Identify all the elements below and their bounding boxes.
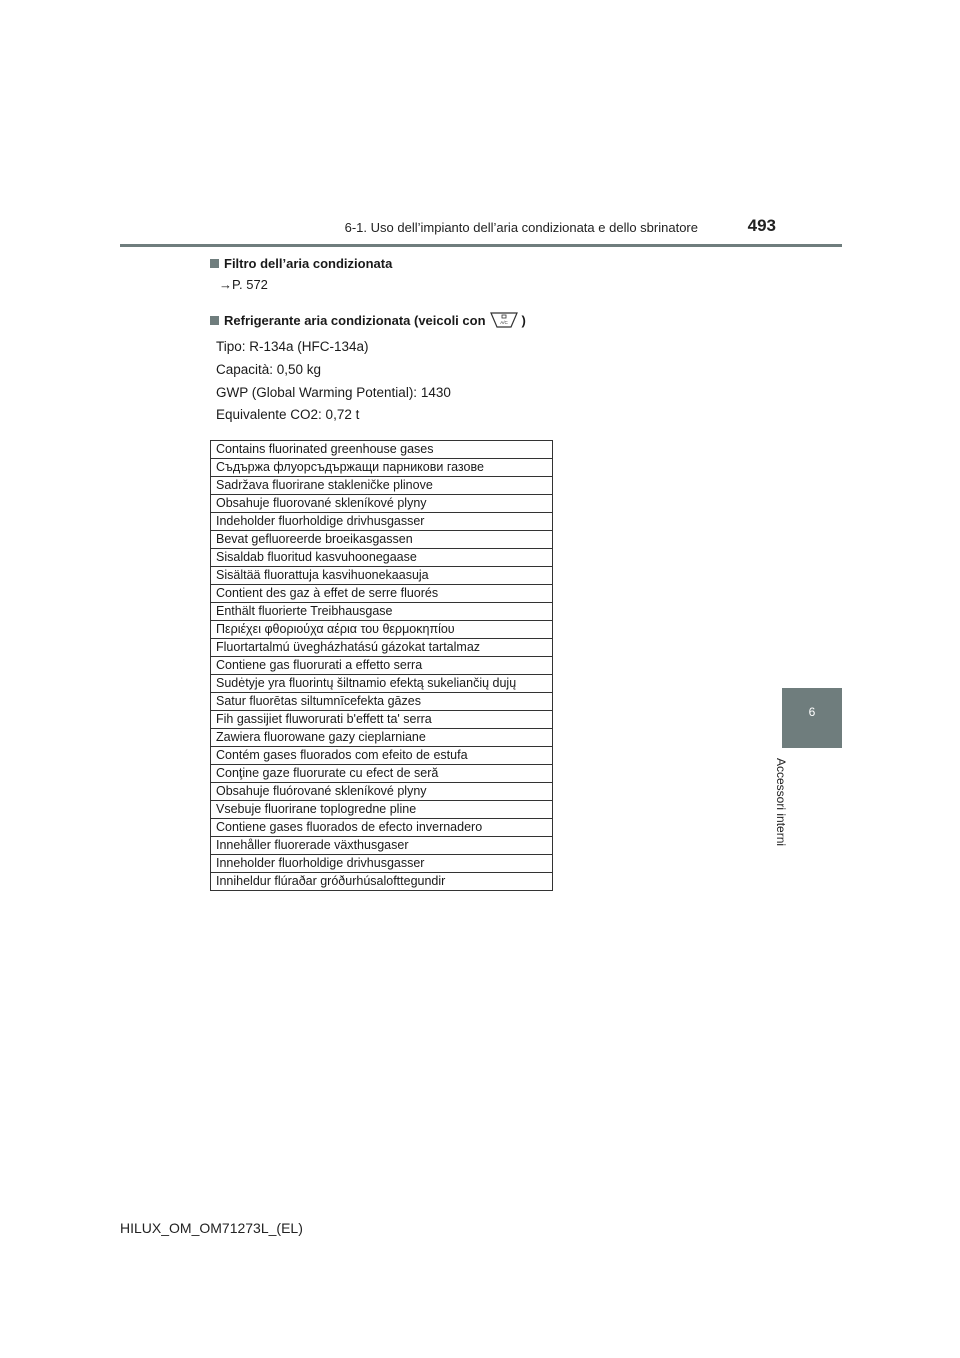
header-divider [120, 244, 842, 247]
table-row [211, 477, 553, 495]
table-cell: Contiene gases fluorados de efecto invernadero [211, 819, 553, 837]
refrigerant-section-heading [210, 312, 526, 328]
table-row [211, 711, 553, 729]
table-row [211, 567, 553, 585]
table-row [211, 819, 553, 837]
table-cell: Sisältää fluorattuja kasvihuonekaasuja [211, 567, 553, 585]
table-row [211, 639, 553, 657]
spec-type: Tipo: R-134a (HFC-134a) [216, 339, 369, 354]
table-cell: Sudėtyje yra fluorintų šiltnamio efektą sukeliančių dujų [211, 675, 553, 693]
refrigerant-title-suffix: ) [521, 313, 526, 328]
table-row [211, 495, 553, 513]
table-cell: Contém gases fluorados com efeito de estufa [211, 747, 553, 765]
table-row [211, 459, 553, 477]
table-row [211, 585, 553, 603]
table-cell: Conţine gaze fluorurate cu efect de seră [211, 765, 553, 783]
table-row [211, 855, 553, 873]
table-row [211, 657, 553, 675]
table-cell: Fih gassijiet fluworurati b'effett ta' serra [211, 711, 553, 729]
table-row [211, 747, 553, 765]
table-cell: Inneholder fluorholdige drivhusgasser [211, 855, 553, 873]
spec-capacity: Capacità: 0,50 kg [216, 362, 322, 377]
filter-section-heading [210, 256, 392, 271]
table-cell: Περιέχει φθοριούχα αέρια του θερμοκηπίου [211, 621, 553, 639]
table-cell: Obsahuje fluorované skleníkové plyny [211, 495, 553, 513]
table-cell: Съдържа флуорсъдържащи парникови газове [211, 459, 553, 477]
document-code: HILUX_OM_OM71273L_(EL) [120, 1220, 303, 1236]
table-cell: Inniheldur flúraðar gróðurhúsalofttegundir [211, 873, 553, 891]
table-cell: Indeholder fluorholdige drivhusgasser [211, 513, 553, 531]
table-row [211, 621, 553, 639]
table-row [211, 801, 553, 819]
chapter-label: Accessori interni [774, 758, 788, 847]
square-bullet-icon [210, 259, 219, 268]
table-cell: Sisaldab fluoritud kasvuhoonegaase [211, 549, 553, 567]
square-bullet-icon [210, 316, 219, 325]
table-cell: Vsebuje fluorirane toplogredne pline [211, 801, 553, 819]
table-cell: Obsahuje fluórované skleníkové plyny [211, 783, 553, 801]
header-section-title: 6-1. Uso dell’impianto dell’aria condizionata e dello sbrinatore [344, 220, 698, 235]
table-cell: Contiene gas fluorurati a effetto serra [211, 657, 553, 675]
table-cell: Bevat gefluoreerde broeikasgassen [211, 531, 553, 549]
table-row [211, 873, 553, 891]
table-row [211, 549, 553, 567]
table-cell: Fluortartalmú üvegházhatású gázokat tartalmaz [211, 639, 553, 657]
table-cell: Sadržava fluorirane stakleničke plinove [211, 477, 553, 495]
table-cell: Contient des gaz à effet de serre fluorés [211, 585, 553, 603]
chapter-tab[interactable] [782, 688, 842, 748]
table-cell: Satur fluorētas siltumnīcefekta gāzes [211, 693, 553, 711]
table-cell: Enthält fluorierte Treibhausgase [211, 603, 553, 621]
refrigerant-title-prefix: Refrigerante aria condizionata (veicoli con [224, 313, 486, 328]
table-cell: Contains fluorinated greenhouse gases [211, 441, 553, 459]
table-row [211, 513, 553, 531]
table-row [211, 729, 553, 747]
spec-co2-equivalent: Equivalente CO2: 0,72 t [216, 407, 360, 422]
table-row [211, 531, 553, 549]
spec-gwp: GWP (Global Warming Potential): 1430 [216, 385, 451, 400]
table-row [211, 837, 553, 855]
table-row [211, 603, 553, 621]
chapter-number: 6 [808, 705, 816, 719]
page-number: 493 [747, 216, 776, 235]
page-reference-link[interactable]: →P. 572 [219, 277, 268, 292]
fluorinated-gas-table [210, 440, 553, 891]
table-row [211, 693, 553, 711]
ac-button-icon [489, 312, 519, 328]
filter-section-title: Filtro dell’aria condizionata [224, 256, 393, 271]
table-row [211, 441, 553, 459]
svg-text:A/C: A/C [499, 320, 508, 325]
table-cell: Innehåller fluorerade växthusgaser [211, 837, 553, 855]
table-row [211, 783, 553, 801]
table-row [211, 765, 553, 783]
table-row [211, 675, 553, 693]
table-cell: Zawiera fluorowane gazy cieplarniane [211, 729, 553, 747]
